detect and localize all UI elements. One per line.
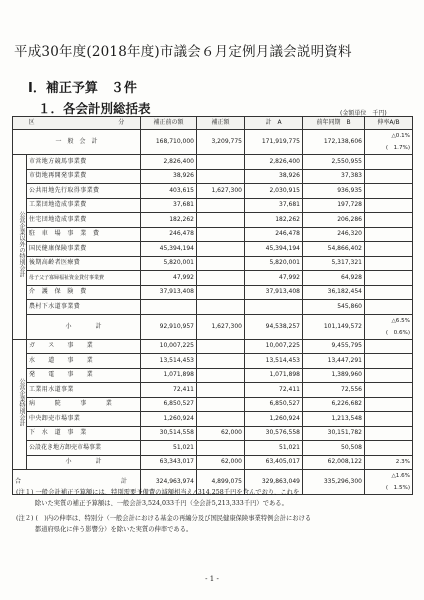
cell-prev: 197,728 xyxy=(303,198,365,213)
table-row xyxy=(13,227,413,242)
note-2-line-1: (注２) ( )内の伸率は、特別分（一般会計における基金の再編分及び国民健康保険事業特例会計における xyxy=(16,515,312,522)
table-row xyxy=(13,426,413,441)
row-label: 農村下水道事業費 xyxy=(27,300,141,315)
cell-before: 37,681 xyxy=(141,198,197,213)
cell-amount xyxy=(197,271,245,286)
table-row-subtotal xyxy=(13,455,413,470)
cell-total: 30,576,558 xyxy=(245,426,303,441)
note-1-line-2: 除いた実質の補正予算額は、一般会計3,524,033千円（全会計5,213,333千円）である。 xyxy=(16,500,288,507)
cell-total: 94,538,257 xyxy=(245,314,303,339)
cell-prev: 64,928 xyxy=(303,271,365,286)
cell-amount xyxy=(197,169,245,184)
table-row xyxy=(13,271,413,286)
cell-rate xyxy=(365,227,413,242)
row-label: 小 計 xyxy=(27,314,141,339)
cell-before: 6,850,527 xyxy=(141,397,197,412)
cell-prev: 6,226,682 xyxy=(303,397,365,412)
row-label: 病 院 事 業 xyxy=(27,397,141,412)
cell-total: 63,405,017 xyxy=(245,455,303,470)
cell-rate xyxy=(365,242,413,257)
cell-prev: 1,389,960 xyxy=(303,368,365,383)
cell-total: 2,030,915 xyxy=(245,184,303,199)
grand-label-1: 合 xyxy=(15,478,22,485)
group-label-enterprise: 公営企業特別会計 xyxy=(13,339,27,470)
cell-rate xyxy=(365,368,413,383)
row-label: 工業団地造成事業費 xyxy=(27,198,141,213)
cell-rate xyxy=(365,397,413,412)
cell-rate xyxy=(365,169,413,184)
cell-total: 51,021 xyxy=(245,441,303,456)
row-label: 一 般 会 計 xyxy=(13,130,141,155)
row-label: 住宅団地造成事業費 xyxy=(27,213,141,228)
cell-before: 182,262 xyxy=(141,213,197,228)
cell-rate xyxy=(365,426,413,441)
row-label: 市営地方競馬事業費 xyxy=(27,155,141,170)
cell-before: 1,071,898 xyxy=(141,368,197,383)
cell-amount xyxy=(197,285,245,300)
cell-rate xyxy=(365,383,413,398)
cell-before: 10,007,225 xyxy=(141,339,197,354)
table-row xyxy=(13,242,413,257)
rate-main: △6.5% xyxy=(391,317,410,324)
cell-prev: 101,149,572 xyxy=(303,314,365,339)
header-total: 計 A xyxy=(245,117,303,130)
cell-prev: 1,213,548 xyxy=(303,412,365,427)
header-before: 補正前の額 xyxy=(141,117,197,130)
cell-prev: 37,383 xyxy=(303,169,365,184)
cell-amount: 1,627,300 xyxy=(197,314,245,339)
row-label: ガ ス 事 業 xyxy=(27,339,141,354)
cell-amount xyxy=(197,198,245,213)
cell-before xyxy=(141,300,197,315)
note-2-line-2: 都道府県化に伴う影響分）を除いた実質の伸率である。 xyxy=(16,526,193,533)
cell-rate xyxy=(365,354,413,369)
cell-rate xyxy=(365,184,413,199)
table-row xyxy=(13,397,413,412)
table-row-general xyxy=(13,130,413,155)
cell-before: 37,913,408 xyxy=(141,285,197,300)
rate-sub: ( 0.6%) xyxy=(385,329,410,336)
table-row xyxy=(13,169,413,184)
cell-amount xyxy=(197,256,245,271)
row-label: 工業用水道事業 xyxy=(27,383,141,398)
header-amount: 補正額 xyxy=(197,117,245,130)
row-label: 水 道 事 業 xyxy=(27,354,141,369)
row-label: 下 水 道 事 業 xyxy=(27,426,141,441)
rate-main: 2.3% xyxy=(395,459,410,466)
cell-before: 92,910,957 xyxy=(141,314,197,339)
cell-rate xyxy=(365,285,413,300)
cell-before: 403,615 xyxy=(141,184,197,199)
cell-prev: 62,008,122 xyxy=(303,455,365,470)
cell-total: 10,007,225 xyxy=(245,339,303,354)
cell-amount: 62,000 xyxy=(197,426,245,441)
cell-rate xyxy=(365,412,413,427)
row-label: 小 計 xyxy=(27,455,141,470)
cell-before: 324,963,974 xyxy=(141,470,197,495)
subsection-heading: １．各会計別総括表 xyxy=(38,101,151,116)
header-ku: 区 xyxy=(28,119,35,126)
cell-rate xyxy=(365,213,413,228)
table-header-row xyxy=(13,117,413,130)
section-heading: Ⅰ．補正予算 ３件 xyxy=(28,81,137,96)
row-label: 公共用地先行取得事業費 xyxy=(27,184,141,199)
header-category xyxy=(13,117,141,130)
table-row-subtotal xyxy=(13,314,413,339)
cell-total: 246,478 xyxy=(245,227,303,242)
cell-total: 72,411 xyxy=(245,383,303,398)
row-label: 駐 車 場 事 業 費 xyxy=(27,227,141,242)
cell-prev: 30,151,782 xyxy=(303,426,365,441)
cell-amount xyxy=(197,300,245,315)
row-label: 中央卸売市場事業 xyxy=(27,412,141,427)
cell-total: 38,926 xyxy=(245,169,303,184)
cell-prev: 72,556 xyxy=(303,383,365,398)
rate-main: △1.6% xyxy=(391,473,410,479)
rate-sub: ( 1.5%) xyxy=(385,485,410,491)
cell-prev: 5,317,321 xyxy=(303,256,365,271)
page-number: - 1 - xyxy=(205,575,219,583)
cell-total: 6,850,527 xyxy=(245,397,303,412)
cell-total: 13,514,453 xyxy=(245,354,303,369)
cell-before: 168,710,000 xyxy=(141,130,197,155)
table-row xyxy=(13,412,413,427)
table-row xyxy=(13,184,413,199)
cell-before: 38,926 xyxy=(141,169,197,184)
table-row xyxy=(13,383,413,398)
grand-label-2: 計 xyxy=(120,478,127,485)
cell-prev: 172,138,606 xyxy=(303,130,365,155)
header-bun: 分 xyxy=(118,119,125,126)
cell-rate xyxy=(365,455,413,470)
cell-total: 182,262 xyxy=(245,213,303,228)
table-row xyxy=(13,213,413,228)
header-rate: 伸率A/B xyxy=(365,117,413,130)
cell-before: 45,394,194 xyxy=(141,242,197,257)
table-row xyxy=(13,368,413,383)
cell-amount xyxy=(197,339,245,354)
cell-amount xyxy=(197,368,245,383)
cell-amount: 4,899,075 xyxy=(197,470,245,495)
cell-before: 1,260,924 xyxy=(141,412,197,427)
cell-amount: 3,209,775 xyxy=(197,130,245,155)
row-label: 国民健康保険事業費 xyxy=(27,242,141,257)
cell-rate xyxy=(365,441,413,456)
cell-prev: 335,296,300 xyxy=(303,470,365,495)
cell-amount xyxy=(197,155,245,170)
row-label: 発 電 事 業 xyxy=(27,368,141,383)
row-label: 後期高齢者医療費 xyxy=(27,256,141,271)
cell-before: 47,992 xyxy=(141,271,197,286)
cell-rate xyxy=(365,339,413,354)
cell-total: 37,913,408 xyxy=(245,285,303,300)
cell-amount xyxy=(197,242,245,257)
cell-amount xyxy=(197,227,245,242)
row-label: 母子父子寡婦福祉資金貸付事業費 xyxy=(27,271,141,286)
cell-rate xyxy=(365,256,413,271)
cell-amount: 1,627,300 xyxy=(197,184,245,199)
cell-prev: 246,320 xyxy=(303,227,365,242)
cell-rate xyxy=(365,130,413,155)
cell-total: 37,681 xyxy=(245,198,303,213)
note-1-line-1: (注１) 一般会計補正予算額には、特別需要予備費の減額相当え△314,258千円を含んでおり、これを xyxy=(16,489,300,496)
table-row xyxy=(13,300,413,315)
cell-total xyxy=(245,300,303,315)
row-label: 介 護 保 険 費 xyxy=(27,285,141,300)
cell-total: 171,919,775 xyxy=(245,130,303,155)
cell-amount xyxy=(197,383,245,398)
table-row xyxy=(13,198,413,213)
cell-amount: 62,000 xyxy=(197,455,245,470)
cell-before: 72,411 xyxy=(141,383,197,398)
cell-rate xyxy=(365,198,413,213)
cell-rate xyxy=(365,155,413,170)
cell-amount xyxy=(197,213,245,228)
group-label-special: 公営企業以外の特別会計 xyxy=(13,155,27,340)
table-row xyxy=(13,441,413,456)
table-row xyxy=(13,339,413,354)
cell-prev: 9,455,795 xyxy=(303,339,365,354)
cell-before: 13,514,453 xyxy=(141,354,197,369)
cell-total: 47,992 xyxy=(245,271,303,286)
summary-table xyxy=(12,116,413,495)
cell-prev: 36,182,454 xyxy=(303,285,365,300)
cell-prev: 54,866,402 xyxy=(303,242,365,257)
table-row xyxy=(13,354,413,369)
cell-amount xyxy=(197,412,245,427)
cell-prev: 2,550,955 xyxy=(303,155,365,170)
cell-rate xyxy=(365,300,413,315)
cell-total: 1,071,898 xyxy=(245,368,303,383)
cell-prev: 206,286 xyxy=(303,213,365,228)
cell-total: 45,394,194 xyxy=(245,242,303,257)
cell-total: 5,820,001 xyxy=(245,256,303,271)
rate-sub: ( 1.7%) xyxy=(385,145,410,151)
table-row xyxy=(13,155,413,170)
header-prev: 前年同期 B xyxy=(303,117,365,130)
cell-amount xyxy=(197,354,245,369)
unit-label: (金額単位 千円) xyxy=(340,110,387,117)
cell-before: 246,478 xyxy=(141,227,197,242)
cell-before: 2,826,400 xyxy=(141,155,197,170)
cell-prev: 50,508 xyxy=(303,441,365,456)
table-row xyxy=(13,256,413,271)
cell-total: 1,260,924 xyxy=(245,412,303,427)
cell-prev: 13,447,291 xyxy=(303,354,365,369)
table-row xyxy=(13,285,413,300)
cell-total: 329,863,049 xyxy=(245,470,303,495)
cell-before: 5,820,001 xyxy=(141,256,197,271)
cell-prev: 936,935 xyxy=(303,184,365,199)
row-label: 市街地再開発事業費 xyxy=(27,169,141,184)
cell-before: 51,021 xyxy=(141,441,197,456)
cell-total: 2,826,400 xyxy=(245,155,303,170)
cell-rate xyxy=(365,314,413,339)
cell-before: 30,514,558 xyxy=(141,426,197,441)
rate-main: △0.1% xyxy=(391,133,410,139)
row-label: 公設花き地方卸売市場事業 xyxy=(27,441,141,456)
cell-rate xyxy=(365,271,413,286)
cell-amount xyxy=(197,397,245,412)
cell-before: 63,343,017 xyxy=(141,455,197,470)
page-title: 平成30年度(2018年度)市議会６月定例月議会説明資料 xyxy=(14,44,352,60)
cell-prev: 545,860 xyxy=(303,300,365,315)
cell-amount xyxy=(197,441,245,456)
